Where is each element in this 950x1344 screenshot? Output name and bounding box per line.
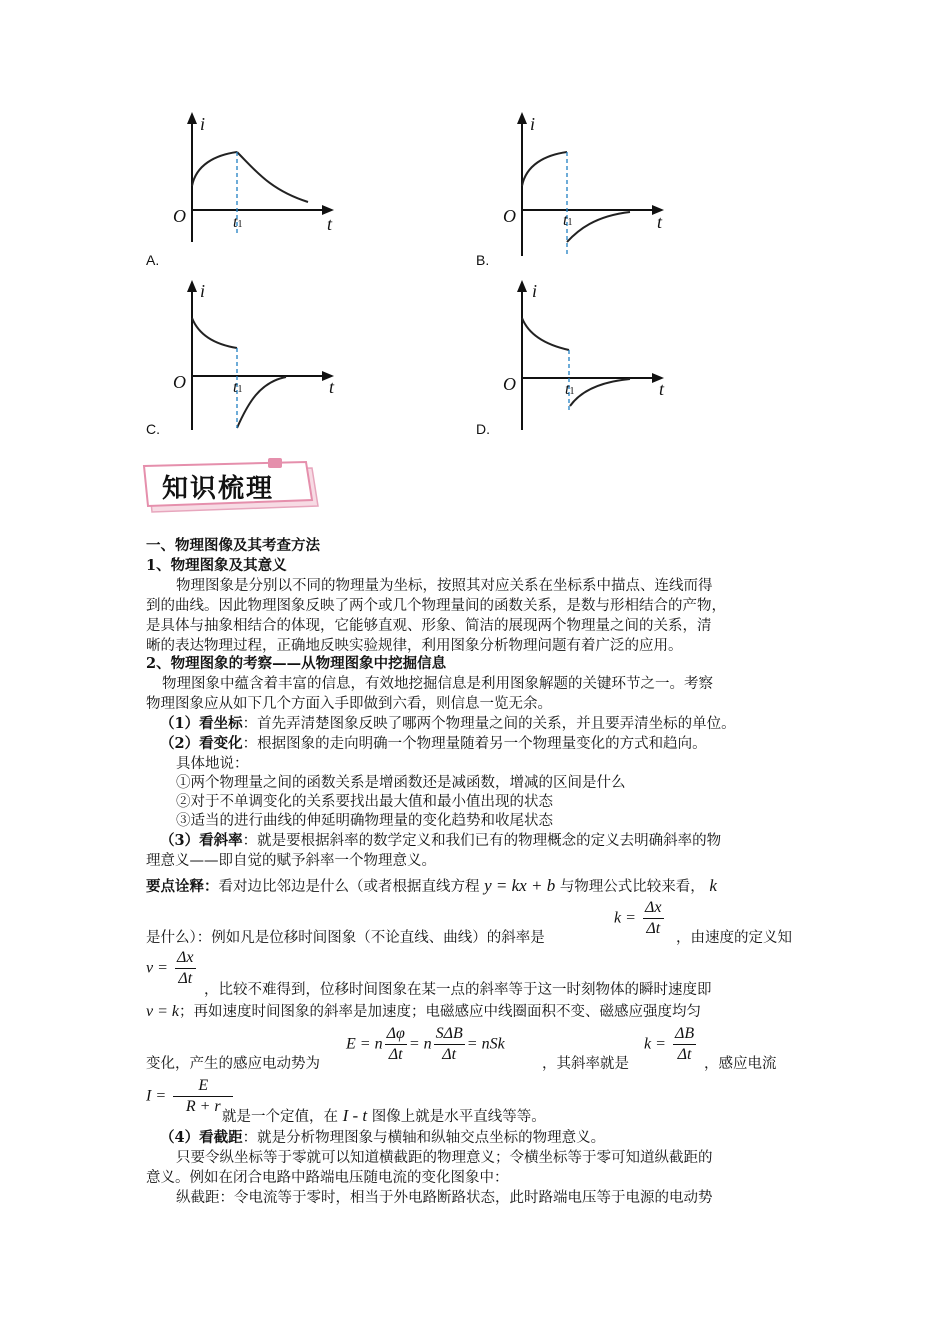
subheading-1: 1、物理图象及其意义 bbox=[146, 557, 287, 574]
key-point-line2: 是什么）：例如凡是位移时间图象（不论直线、曲线）的斜率是 bbox=[146, 930, 545, 946]
emf-formula: E = n $\frac{\Delta\varphi}{\Delta t}$ = n $\frac{\text{SΔB}}{\Delta t}$ = nSk bbox=[346, 1025, 505, 1063]
graph-c-axis-i: i bbox=[200, 281, 206, 301]
para1-line4: 晰的表达物理过程，正确地反映实验规律，利用图象分析物理问题有着广泛的应用。 bbox=[146, 638, 683, 654]
graph-d-axis-t: t bbox=[659, 379, 665, 399]
detail-item-3: ③适当的进行曲线的伸延明确物理量的变化趋势和收尾状态 bbox=[176, 813, 553, 829]
item-3: （3）看斜率：就是要根据斜率的数学定义和我们已有的物理概念的定义去明确斜率的物 bbox=[160, 832, 722, 849]
detail-label: 具体地说： bbox=[176, 756, 249, 772]
para1-line3: 是具体与抽象相结合的体现，它能够直观、形象、简洁的展现两个物理量之间的关系，清 bbox=[146, 618, 712, 634]
velocity-definition: v = $\frac{\Delta x}{\Delta t}$ bbox=[146, 949, 194, 987]
option-c-label: C. bbox=[146, 421, 160, 437]
key-point-line1: 要点诠释：看对边比邻边是什么（或者根据直线方程 y = kx + b 与物理公式比较来看， k bbox=[146, 876, 717, 895]
key-point-line5: 变化，产生的感应电动势为 bbox=[146, 1056, 320, 1072]
graph-d bbox=[490, 278, 680, 438]
key-point-line3: ，比较不难得到，位移时间图象在某一点的斜率等于这一时刻物体的瞬时速度即 bbox=[204, 982, 712, 998]
graph-b-axis-t: t bbox=[657, 212, 663, 232]
item-3-line2: 理意义——即自觉的赋予斜率一个物理意义。 bbox=[146, 853, 436, 869]
banner-title: 知识梳理 bbox=[162, 474, 275, 504]
para4-line1: 只要令纵坐标等于零就可以知道横截距的物理意义；令横坐标等于零可知道纵截距的 bbox=[176, 1150, 713, 1166]
detail-item-2: ②对于不单调变化的关系要找出最大值和最小值出现的状态 bbox=[176, 794, 553, 810]
graph-d-origin: O bbox=[503, 374, 516, 394]
key-point-line5c: ，感应电流 bbox=[704, 1056, 777, 1072]
section-banner bbox=[142, 458, 324, 520]
para4-line2: 意义。例如在闭合电路中路端电压随电流的变化图象中： bbox=[146, 1170, 509, 1186]
graph-b-t1: t1 bbox=[563, 212, 573, 229]
graph-b-origin: O bbox=[503, 206, 516, 226]
key-point-line4: v = k；再如速度时间图象的斜率是加速度；电磁感应中线圈面积不变、磁感应强度均匀 bbox=[146, 1003, 701, 1020]
graph-d-t1: t1 bbox=[565, 381, 575, 398]
para1-line1: 物理图象是分别以不同的物理量为坐标，按照其对应关系在坐标系中描点、连线而得 bbox=[176, 578, 713, 594]
option-d-label: D. bbox=[476, 421, 490, 437]
line-equation: y = kx + b bbox=[484, 876, 556, 895]
graph-a-axis-i: i bbox=[200, 114, 206, 134]
graph-c-origin: O bbox=[173, 372, 186, 392]
slope-db-formula: k = $\frac{\Delta B}{\Delta t}$ bbox=[644, 1025, 695, 1063]
option-a-label: A. bbox=[146, 252, 160, 268]
item-2: （2）看变化：根据图象的走向明确一个物理量随着另一个物理量变化的方式和趋向。 bbox=[160, 735, 707, 752]
option-b-label: B. bbox=[476, 252, 490, 268]
slope-formula: k = $\frac{\Delta x}{\Delta t}$ bbox=[614, 899, 662, 937]
graph-a bbox=[160, 110, 350, 250]
key-point-line6: 就是一个定值，在 I - t 图像上就是水平直线等等。 bbox=[222, 1106, 546, 1125]
item-4: （4）看截距：就是分析物理图象与横轴和纵轴交点坐标的物理意义。 bbox=[160, 1129, 606, 1146]
item-1: （1）看坐标：首先弄清楚图象反映了哪两个物理量之间的关系，并且要弄清坐标的单位。 bbox=[160, 715, 736, 732]
para1-line2: 到的曲线。因此物理图象反映了两个或几个物理量间的函数关系，是数与形相结合的产物， bbox=[146, 598, 726, 614]
graph-a-axis-t: t bbox=[327, 214, 333, 234]
current-formula: I = $\frac{E}{R + r}$ bbox=[146, 1076, 235, 1117]
key-point-line2b: ，由速度的定义知 bbox=[676, 930, 792, 946]
graph-a-t1: t1 bbox=[233, 214, 243, 231]
graph-d-axis-i: i bbox=[532, 281, 538, 301]
graph-a-origin: O bbox=[173, 206, 186, 226]
key-point-line5b: ，其斜率就是 bbox=[542, 1056, 629, 1072]
graph-b bbox=[490, 110, 680, 260]
graph-c-axis-t: t bbox=[329, 377, 335, 397]
heading-1: 一、物理图像及其考查方法 bbox=[146, 537, 320, 554]
graph-c-t1: t1 bbox=[233, 379, 243, 396]
para2-line1: 物理图象中蕴含着丰富的信息，有效地挖掘信息是利用图象解题的关键环节之一。考察 bbox=[162, 676, 713, 692]
subheading-2: 2、物理图象的考察——从物理图象中挖掘信息 bbox=[146, 655, 447, 672]
graph-b-axis-i: i bbox=[530, 114, 536, 134]
detail-item-1: ①两个物理量之间的函数关系是增函数还是减函数，增减的区间是什么 bbox=[176, 775, 626, 791]
graph-c bbox=[160, 278, 350, 438]
para2-line2: 物理图象应从如下几个方面入手即做到六看，则信息一览无余。 bbox=[146, 696, 552, 712]
para4-line3: 纵截距：令电流等于零时，相当于外电路断路状态，此时路端电压等于电源的电动势 bbox=[176, 1190, 713, 1206]
